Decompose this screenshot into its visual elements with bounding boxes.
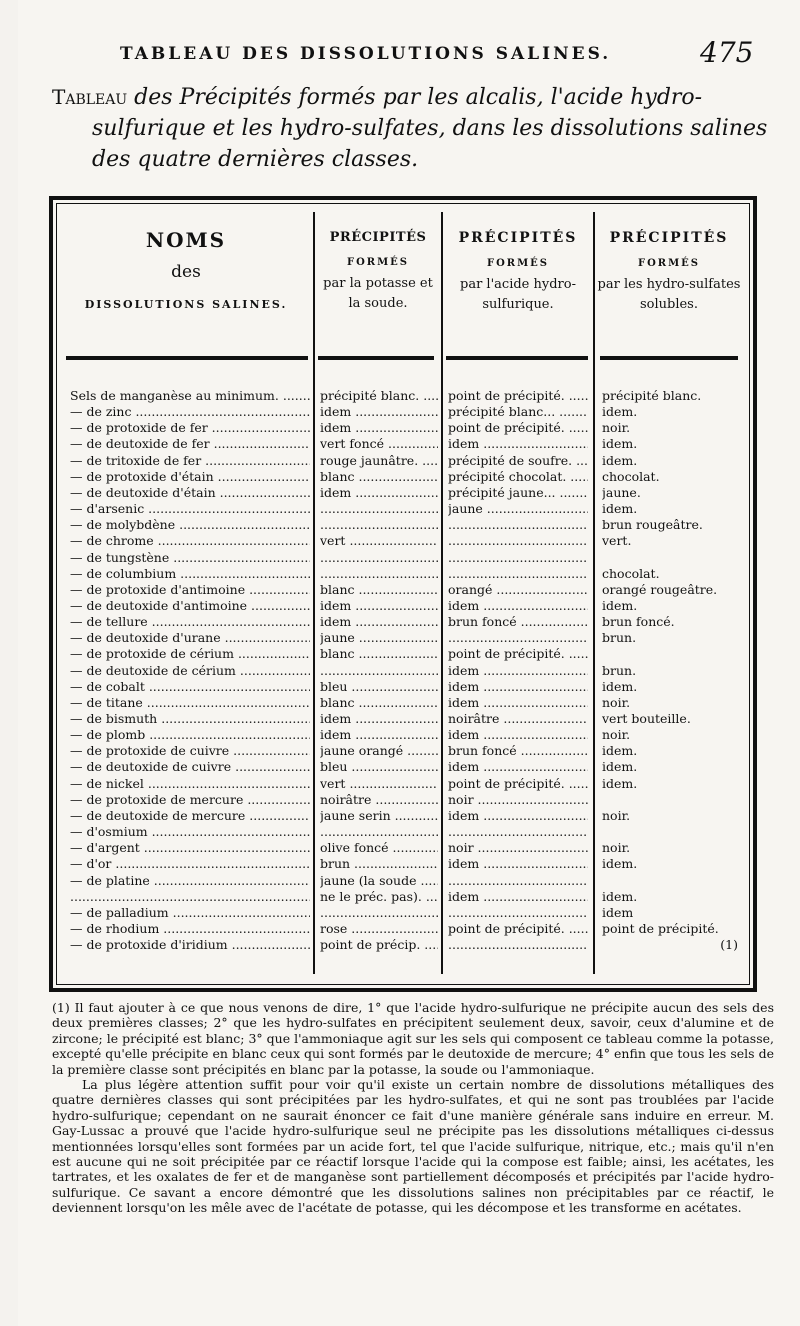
cell-hydro-sulfates: brun rougeâtre. (602, 517, 703, 533)
table-row (0, 485, 800, 501)
footnote (52, 1000, 774, 1216)
cell-acide-hydro-sulfurique: point de précipité. ..... (448, 921, 588, 937)
cell-potasse: point de précip. ..... (320, 937, 438, 953)
row-name: — de deutoxide de cuivre ..... (70, 759, 310, 775)
cell-potasse: bleu ..... (320, 679, 438, 695)
cell-hydro-sulfates: chocolat. (602, 565, 660, 581)
cell-acide-hydro-sulfurique (448, 824, 588, 840)
row-name: — de deutoxide d'étain ..... (70, 485, 310, 501)
cell-potasse: bleu ..... (320, 759, 438, 775)
cell-potasse: vert ..... (320, 533, 438, 549)
cell-potasse: idem ..... (320, 420, 438, 436)
table-row (0, 792, 800, 808)
cell-potasse: précipité blanc. ..... (320, 388, 438, 404)
table-row (0, 501, 800, 517)
table-row (0, 873, 800, 889)
row-name: — de molybdène ..... (70, 517, 310, 533)
cell-acide-hydro-sulfurique: idem ..... (448, 598, 588, 614)
cell-potasse: jaune orangé ..... (320, 743, 438, 759)
cell-acide-hydro-sulfurique: idem ..... (448, 889, 588, 905)
cell-potasse (320, 550, 438, 566)
cell-acide-hydro-sulfurique: précipité chocolat. ..... (448, 469, 588, 485)
table-row (0, 663, 800, 679)
cell-potasse: idem ..... (320, 727, 438, 743)
cell-hydro-sulfates: idem. (602, 452, 638, 468)
cell-potasse: blanc ..... (320, 646, 438, 662)
cell-acide-hydro-sulfurique: idem ..... (448, 856, 588, 872)
row-name: — de nickel ..... (70, 776, 310, 792)
cell-hydro-sulfates: idem. (602, 888, 638, 904)
cell-acide-hydro-sulfurique (448, 566, 588, 582)
cell-potasse: jaune serin ..... (320, 808, 438, 824)
row-name: — de columbium ..... (70, 566, 310, 582)
cell-hydro-sulfates: noir. (602, 840, 631, 856)
row-name: — de protoxide de cuivre ..... (70, 743, 310, 759)
cell-acide-hydro-sulfurique (448, 550, 588, 566)
table-row (0, 436, 800, 452)
title-line-3: des quatre dernières classes. (92, 147, 419, 172)
cell-hydro-sulfates: noir. (602, 807, 631, 823)
table-row (0, 566, 800, 582)
cell-potasse: brun ..... (320, 856, 438, 872)
table-row (0, 550, 800, 566)
cell-hydro-sulfates: brun. (602, 630, 637, 646)
header-rule (66, 356, 308, 360)
header-acide-big: PRÉCIPITÉS (458, 230, 578, 246)
cell-acide-hydro-sulfurique: idem ..... (448, 808, 588, 824)
cell-hydro-sulfates: jaune. (602, 484, 641, 500)
table-row (0, 711, 800, 727)
row-name: — de rhodium ..... (70, 921, 310, 937)
cell-acide-hydro-sulfurique: point de précipité. ..... (448, 388, 588, 404)
row-name: — de zinc ..... (70, 404, 310, 420)
header-potasse (316, 230, 440, 314)
cell-potasse: idem ..... (320, 404, 438, 420)
header-hydro (596, 230, 742, 315)
footnote-paragraph-2: La plus légère attention suffit pour voir qu'il existe un certain nombre de dissolutions métalliques des quatre dernières classes qui sont précipitées par les hydro-sulfates, et qui ne sont pas troublées par l'acide hydro-sulfurique; cependant on ne saurait énoncer ce fait d'une manière générale sans induire en erreur. M. Gay-Lussac a prouvé que l'acide hydro-sulfurique seul ne précipite pas les dissolutions métalliques ci-dessus mentionnées lorsqu'elles sont formées par un acide fort, tel que l'acide sulfurique, nitrique, etc.; mais qu'il n'en est aucune qui ne soit précipitée par ce réactif lorsque l'acide qui la compose est faible; ainsi, les acétates, les tartrates, et les oxalates de fer et de manganèse sont partiellement décomposés et précipités par l'acide hydro-sulfurique. Ce savant a encore démontré que les dissolutions salines non précipitables par ce réactif, le deviennent lorsqu'on les mêle avec de l'acétate de potasse, qui les décompose et les transforme en acétates. (52, 1077, 774, 1216)
row-name: — d'osmium ..... (70, 824, 310, 840)
table-row (0, 388, 800, 404)
table-row (0, 533, 800, 549)
cell-potasse: vert foncé ..... (320, 436, 438, 452)
row-name: — de protoxide de fer ..... (70, 420, 310, 436)
row-name: — de titane ..... (70, 695, 310, 711)
header-rule (446, 356, 588, 360)
cell-acide-hydro-sulfurique (448, 873, 588, 889)
header-acide-small: FORMÉS (486, 258, 550, 269)
cell-acide-hydro-sulfurique: idem ..... (448, 727, 588, 743)
cell-hydro-sulfates: idem. (602, 436, 638, 452)
cell-potasse: blanc ..... (320, 695, 438, 711)
header-acide-text: par l'acide hydro-sulfurique. (460, 277, 576, 312)
row-name: — de platine ..... (70, 873, 310, 889)
cell-acide-hydro-sulfurique: précipité blanc... ..... (448, 404, 588, 420)
header-potasse-big: PRÉCIPITÉS (329, 230, 427, 245)
cell-potasse: blanc ..... (320, 582, 438, 598)
cell-hydro-sulfates: idem. (602, 678, 638, 694)
footnote-paragraph-1: (1) Il faut ajouter à ce que nous venons de dire, 1° que l'acide hydro-sulfurique ne précipite aucun des sels des deux premières classes; 2° que les hydro-sulfates en précipitent seulement deux, savoir, ceux d'alumine et de zircone; le précipité est blanc; 3° que l'ammoniaque agit sur les sels qui composent ce tableau comme la potasse, excepté qu'elle précipite en blanc ceux qui sont formés par le deutoxide de mercure; 4° enfin que tous les sels de la première classe sont précipités en blanc par la potasse, la soude ou l'ammoniaque. (52, 1000, 774, 1077)
title-line-2: sulfurique et les hydro-sulfates, dans les dissolutions salines (92, 116, 768, 141)
cell-acide-hydro-sulfurique: précipité de soufre. ..... (448, 453, 588, 469)
row-name: — d'argent ..... (70, 840, 310, 856)
header-hydro-big: PRÉCIPITÉS (609, 230, 729, 246)
table-row (0, 824, 800, 840)
cell-potasse (320, 905, 438, 921)
row-name: — de cobalt ..... (70, 679, 310, 695)
cell-hydro-sulfates: noir. (602, 727, 631, 743)
header-rule (600, 356, 738, 360)
cell-potasse: ne le préc. pas). ..... (320, 889, 438, 905)
cell-potasse: jaune (la soude ..... (320, 873, 438, 889)
cell-acide-hydro-sulfurique: idem ..... (448, 695, 588, 711)
cell-potasse: idem ..... (320, 711, 438, 727)
cell-potasse (320, 824, 438, 840)
row-name: — de tritoxide de fer ..... (70, 453, 310, 469)
row-name: — de protoxide d'iridium ..... (70, 937, 310, 953)
row-name: — de protoxide de mercure ..... (70, 792, 310, 808)
cell-potasse: idem ..... (320, 598, 438, 614)
cell-acide-hydro-sulfurique: noir ..... (448, 840, 588, 856)
title-lead: Tableau (52, 85, 128, 109)
cell-potasse: vert ..... (320, 776, 438, 792)
cell-hydro-sulfates: chocolat. (602, 468, 660, 484)
cell-acide-hydro-sulfurique: noirâtre ..... (448, 711, 588, 727)
row-name: — de tungstène ..... (70, 550, 310, 566)
row-name: Sels de manganèse au minimum. ..... (70, 388, 310, 404)
cell-acide-hydro-sulfurique: idem ..... (448, 663, 588, 679)
cell-potasse (320, 517, 438, 533)
row-name: — de tellure ..... (70, 614, 310, 630)
cell-acide-hydro-sulfurique: jaune ..... (448, 501, 588, 517)
cell-acide-hydro-sulfurique: idem ..... (448, 759, 588, 775)
row-name: — de deutoxide de mercure ..... (70, 808, 310, 824)
cell-hydro-sulfates: point de précipité. (602, 920, 719, 936)
cell-hydro-sulfates: idem. (602, 759, 638, 775)
header-names-big: NOMS (145, 228, 227, 252)
cell-acide-hydro-sulfurique: orangé ..... (448, 582, 588, 598)
cell-acide-hydro-sulfurique: idem ..... (448, 436, 588, 452)
cell-hydro-sulfates: noir. (602, 694, 631, 710)
cell-potasse: idem ..... (320, 614, 438, 630)
row-name: — de bismuth ..... (70, 711, 310, 727)
row-name: — de deutoxide de fer ..... (70, 436, 310, 452)
title-line-1: des Précipités formés par les alcalis, l'acide hydro- (127, 85, 703, 110)
cell-hydro-sulfates: idem (602, 904, 634, 920)
table-row (0, 630, 800, 646)
cell-hydro-sulfates: (1) (720, 937, 738, 953)
row-name: — de chrome ..... (70, 533, 310, 549)
cell-hydro-sulfates: vert. (602, 533, 632, 549)
row-name: — d'or ..... (70, 856, 310, 872)
row-name: — de protoxide d'étain ..... (70, 469, 310, 485)
cell-acide-hydro-sulfurique: précipité jaune... ..... (448, 485, 588, 501)
table-row (0, 679, 800, 695)
header-rule (318, 356, 434, 360)
row-name (70, 889, 310, 905)
cell-acide-hydro-sulfurique (448, 517, 588, 533)
header-hydro-small: FORMÉS (637, 258, 701, 269)
header-hydro-text: par les hydro-sulfates solubles. (597, 277, 741, 312)
cell-potasse: idem ..... (320, 485, 438, 501)
table-title (52, 82, 772, 175)
row-name: — de protoxide d'antimoine ..... (70, 582, 310, 598)
cell-hydro-sulfates: vert bouteille. (602, 711, 691, 726)
cell-hydro-sulfates: précipité blanc. (602, 388, 702, 403)
cell-potasse: olive foncé ..... (320, 840, 438, 856)
row-name: — de plomb ..... (70, 727, 310, 743)
table-row (0, 937, 800, 953)
row-name: — de deutoxide de cérium ..... (70, 663, 310, 679)
cell-acide-hydro-sulfurique: brun foncé ..... (448, 614, 588, 630)
header-potasse-text: par la potasse et la soude. (323, 276, 433, 311)
table-row (0, 776, 800, 792)
cell-hydro-sulfates: idem. (602, 856, 638, 872)
cell-potasse (320, 501, 438, 517)
cell-acide-hydro-sulfurique: idem ..... (448, 679, 588, 695)
table-row (0, 921, 800, 937)
row-name: — de deutoxide d'urane ..... (70, 630, 310, 646)
header-names (64, 228, 308, 311)
header-names-small: DISSOLUTIONS SALINES. (84, 298, 288, 311)
table-row (0, 453, 800, 469)
page-number: 475 (700, 36, 754, 69)
table-row (0, 420, 800, 436)
cell-hydro-sulfates: idem. (602, 775, 638, 791)
row-name: — de protoxide de cérium ..... (70, 646, 310, 662)
cell-acide-hydro-sulfurique: point de précipité. ..... (448, 420, 588, 436)
row-name: — d'arsenic ..... (70, 501, 310, 517)
cell-potasse: rouge jaunâtre. ..... (320, 453, 438, 469)
header-potasse-small: FORMÉS (346, 257, 410, 268)
cell-acide-hydro-sulfurique: point de précipité. ..... (448, 776, 588, 792)
cell-hydro-sulfates: orangé rougeâtre. (602, 581, 718, 597)
table-row (0, 582, 800, 598)
row-name: — de palladium ..... (70, 905, 310, 921)
row-name: — de deutoxide d'antimoine ..... (70, 598, 310, 614)
header-acide (444, 230, 592, 315)
cell-potasse: blanc ..... (320, 469, 438, 485)
cell-potasse: jaune ..... (320, 630, 438, 646)
running-head: TABLEAU DES DISSOLUTIONS SALINES. (120, 44, 612, 64)
table-row (0, 889, 800, 905)
cell-acide-hydro-sulfurique: point de précipité. ..... (448, 646, 588, 662)
cell-acide-hydro-sulfurique: brun foncé ..... (448, 743, 588, 759)
cell-acide-hydro-sulfurique: noir ..... (448, 792, 588, 808)
cell-acide-hydro-sulfurique (448, 937, 588, 953)
table-row (0, 759, 800, 775)
cell-potasse: noirâtre ..... (320, 792, 438, 808)
table-row (0, 727, 800, 743)
table-row (0, 646, 800, 662)
table-row (0, 404, 800, 420)
cell-hydro-sulfates: idem. (602, 743, 638, 759)
table-row (0, 598, 800, 614)
cell-hydro-sulfates: brun. (602, 662, 637, 678)
cell-acide-hydro-sulfurique (448, 905, 588, 921)
cell-hydro-sulfates: idem. (602, 597, 638, 613)
cell-potasse (320, 566, 438, 582)
table-row (0, 856, 800, 872)
table-row (0, 695, 800, 711)
table-row (0, 614, 800, 630)
cell-hydro-sulfates: idem. (602, 501, 638, 517)
table-row (0, 517, 800, 533)
cell-potasse: rose ..... (320, 921, 438, 937)
table-row (0, 840, 800, 856)
table-row (0, 743, 800, 759)
header-names-mid: des (171, 262, 201, 282)
cell-acide-hydro-sulfurique (448, 533, 588, 549)
cell-hydro-sulfates: noir. (602, 420, 631, 436)
table-row (0, 469, 800, 485)
table-row (0, 905, 800, 921)
cell-hydro-sulfates: idem. (602, 404, 638, 420)
cell-potasse (320, 663, 438, 679)
cell-acide-hydro-sulfurique (448, 630, 588, 646)
table-row (0, 808, 800, 824)
cell-hydro-sulfates: brun foncé. (602, 614, 675, 630)
